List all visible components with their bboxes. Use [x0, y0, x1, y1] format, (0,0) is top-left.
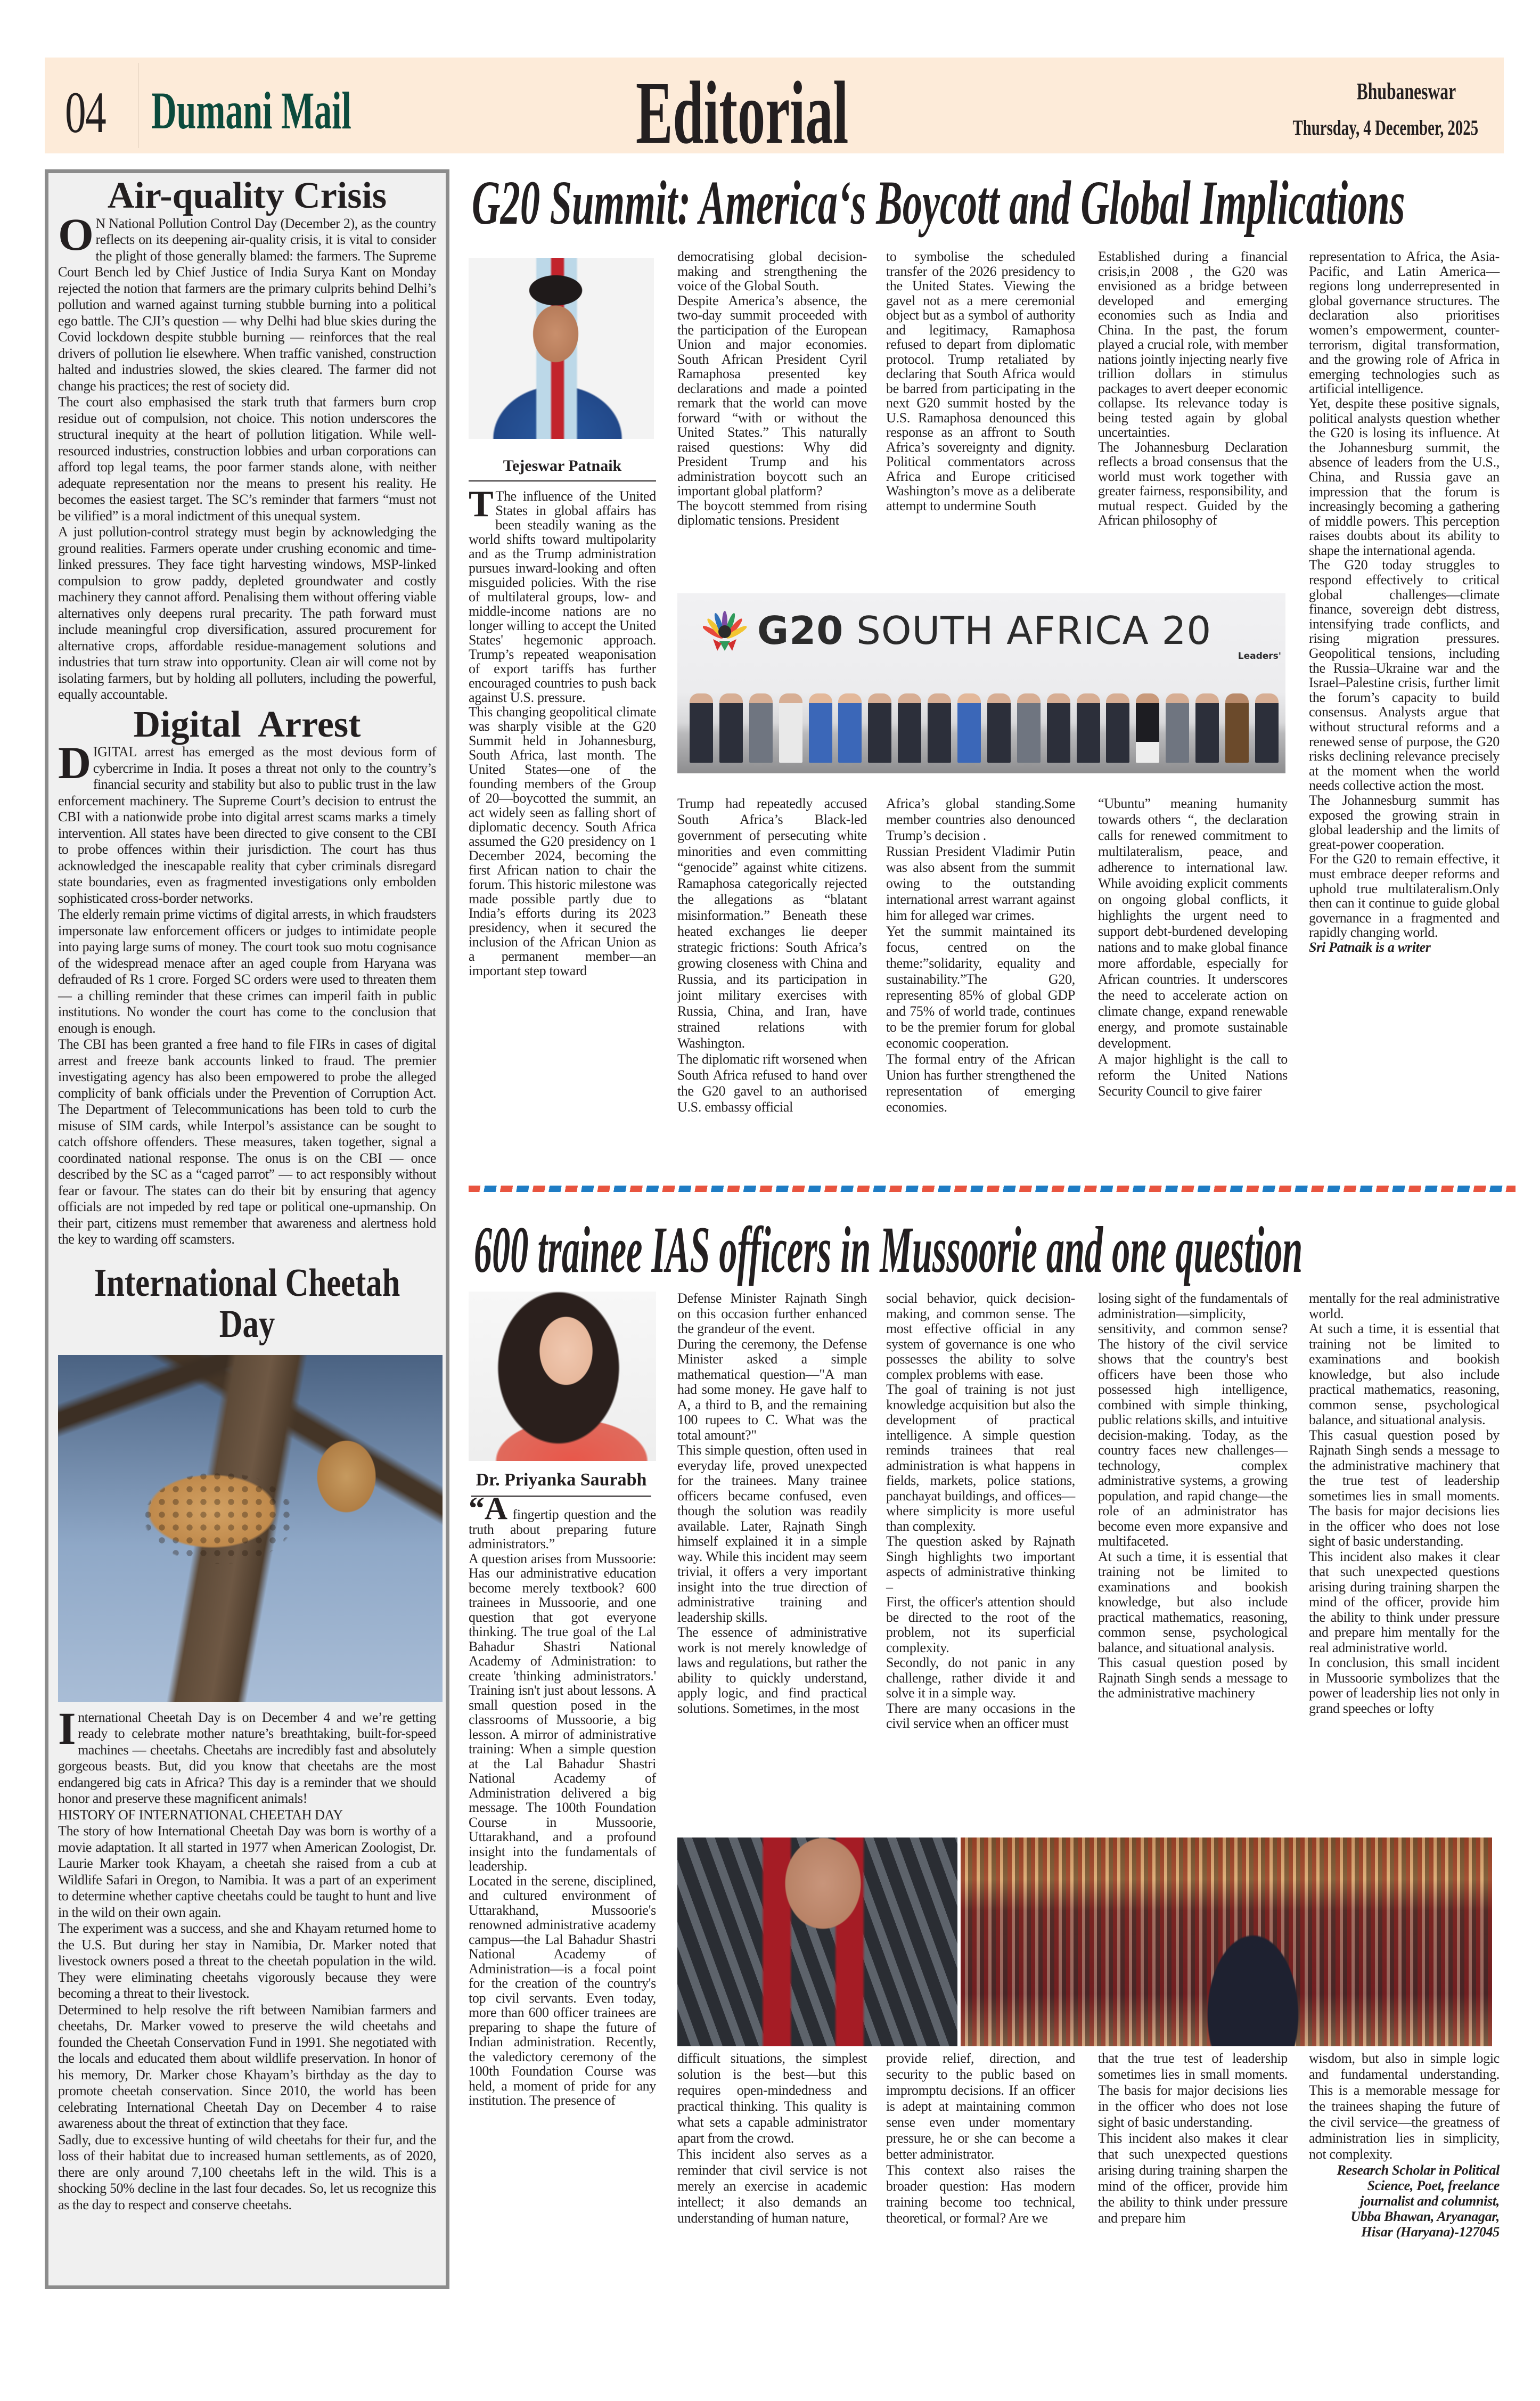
dropcap: I — [58, 1702, 76, 1754]
ias-column-3-continued: provide relief, direction, and security to the public based on impromptu decisions. If an officer is adept at maintaining common sense even under momentary pressure, he or she can become a better administrator. This context also raises the broader question: Has modern training become too technical, theoretical, or formal? Are we — [886, 2051, 1075, 2226]
dropcap: T — [469, 484, 494, 525]
auditorium-photo — [961, 1838, 1492, 2046]
quote-dropcap: “A — [469, 1491, 507, 1526]
author-signature: Sri Patnaik is a writer — [1309, 939, 1431, 955]
section-title: Editorial — [636, 63, 849, 162]
author-bio-signature: Research Scholar in Political Science, Poet, freelance journalist and columnist, Ubba Bhawan, Aryanagar, Hisar (Haryana)-127045 — [1337, 2162, 1500, 2240]
leader-figure — [1195, 693, 1219, 763]
leader-figure — [690, 693, 713, 763]
air-quality-editorial — [48, 173, 446, 703]
leader-figure — [987, 693, 1011, 763]
leader-figure — [1017, 693, 1041, 763]
dropcap: D — [58, 737, 91, 788]
leader-figure — [1047, 693, 1070, 763]
editorial-body: International Cheetah Day is on December 4 and we’re getting ready to celebrate mother nature’s breathtaking, built-for-speed machines — cheetahs. Cheetahs are incredibly fast and absolutely gorgeous beasts. But, did you know that cheetahs are the most endangered big cats in Africa? This day is a reminder that we should honor and preserve these magnificent animals! HISTORY OF INTERNATIONAL CHEETAH DAY The story of how International Cheetah Day was born is worthy of a movie adaptation. It all started in 1977 when American Zoologist, Dr. Laurie Marker took Khayam, a cheetah she raised from a cub at Wildlife Safari in Oregon, to Namibia. It was a part of an experiment to determine whether captive cheetahs could be taught to hunt and live in the wild on their own again. The experiment was a success, and she and Khayam returned home to the U.S. But during her stay in Namibia, Dr. Marker noted that livestock owners posed a threat to the cheetah population in the wild. They were eliminating cheetahs vigorously because they were becoming a threat to their livestock. Determined to help resolve the rift between Namibian farmers and cheetahs, Dr. Marker vowed to preserve the wild cheetahs and founded the Cheetah Conservation Fund in 1991. She negotiated with the locals and educated them about wildlife preservation. In honor of his memory, Dr. Marker chose Khayam’s birthday as the day to promote cheetah conservation. Since 2010, the world has been celebrating International Cheetah Day on December 4 to raise awareness about the threat of extinction that they face. Sadly, due to excessive hunting of wild cheetahs for their fur, and the loss of their habitat due to increased human settlements, as of 2020, there are only around 7,100 cheetahs left in the wild. This is a shocking 50% decline in the last four decades. So, let us recognize this as the day to respect and conserve cheetahs. — [58, 1702, 436, 2212]
leader-figure — [928, 693, 951, 763]
g20-column-1: T The influence of the United States in global affairs has been steadily waning as the world shifts toward multipolarity and as the Trump administration pursues inward-looking and often misguided policies. With the rise of multilateral groups, low- and middle-income nations are no longer willing to accept the United States' hegemonic approach. Trump’s repeated weaponisation of export tariffs has further encouraged countries to push back against U.S. pressure. This changing geopolitical climate was sharply visible at the G20 Summit held in Johannesburg, South Africa, last month. The United States—one of the founding members of the Group of 20—boycotted the summit, an act widely seen as falling short of diplomatic decency. South Africa assumed the G20 presidency on 1 December 2024, becoming the first African nation to chair the forum. This historic milestone was made possible partly due to India’s efforts during its 2023 presidency, when it secured the inclusion of the African Union as a permanent member—an important step toward — [469, 484, 656, 978]
editorial-body: DIGITAL arrest has emerged as the most devious form of cybercrime in India. It poses a threat not only to the country’s financial security and stability but also to public trust in the law enforcement machinery. The Supreme Court’s decision to entrust the CBI with a nationwide probe into digital arrest scams marks a timely intervention. All states have been directed to give consent to the CBI to probe offences within their jurisdiction. The court has thus acknowledged the inescapable reality that cyber criminals disregard state boundaries, even as fragmented investigations only embolden sophisticated cross-border networks. The elderly remain prime victims of digital arrests, in which fraudsters impersonate law enforcement officers or judges to intimidate people into paying large sums of money. The court took suo motu cognisance of the widespread menace after an aged couple from Haryana was defrauded of Rs 1 crore. Forged SC orders were used to threaten them — a chilling reminder that these crimes can imperil faith in public institutions. No wonder the court has come to the conclusion that enough is enough. The CBI has been granted a free hand to file FIRs in cases of digital arrest and freeze bank accounts linked to fraud. The premier investigating agency has also been empowered to probe the alleged complicity of bank officials under the Prevention of Corruption Act. The Department of Telecommunications has been told to curb the misuse of SIM cards, while Interpol’s assistance can be sought to catch offshore offenders. These measures, taken together, signal a coordinated national response. The onus is on the CBI — once described by the SC as a “caged parrot” — to act responsibly without fear or favour. The states can do their bit by ensuring that agency officials are not impeded by red tape or political one-upmanship. On their part, citizens must remember that awareness and alertness hold the key to warding off scamsters. — [58, 737, 436, 1247]
leader-figure — [1255, 693, 1279, 763]
digital-arrest-editorial — [48, 705, 446, 1248]
g20-summit-photo — [677, 593, 1285, 773]
leader-figure — [868, 693, 891, 763]
ias-column-4: losing sight of the fundamentals of administration—simplicity, sensitivity, and common sense? The history of the civil service shows that the country's best officers have been those who possessed high intelligence, combined with simple thinking, public relations skills, and intuitive decision-making. Today, as the country faces new challenges—technology, complex administrative systems, a growing population, and rapid change—the role of an administrator has become even more expansive and multifaceted. At such a time, it is essential that training not be limited to examinations and bookish knowledge, but also include practical mathematics, reasoning, common sense, psychological balance, and situational analysis. This casual question posed by Rajnath Singh sends a message to the administrative machinery — [1098, 1291, 1288, 1701]
leader-figure — [779, 693, 802, 763]
g20-headline: G20 Summit: America‘s Boycott and Global Implications — [472, 168, 1405, 238]
author-name: Tejeswar Patnaik — [469, 457, 656, 481]
page-number: 04 — [65, 80, 106, 145]
leader-figure — [838, 693, 862, 763]
edition-city: Bhubaneswar — [1356, 78, 1456, 104]
g20-column-2-continued: Trump had repeatedly accused South Africa’s Black-led government of persecuting white minorities and even committing “genocide” against white citizens. Ramaphosa categorically rejected the allegations as “blatant misinformation.” Beneath these heated exchanges lie deeper strategic frictions: South Africa’s growing closeness with China and Russia, and its participation in joint military exercises with Russia, China, and Iran, have strained relations with Washington. The diplomatic rift worsened when South Africa refused to hand over the G20 gavel to an authorised U.S. embassy official — [677, 796, 867, 1115]
g20-column-3: to symbolise the scheduled transfer of the 2026 presidency to the United States. Viewing the gavel not as a mere ceremonial object but as a symbol of authority and legitimacy, Ramaphosa refused to depart from diplomatic protocol. Trump retaliated by declaring that South Africa would be barred from participating in the next G20 summit hosted by the U.S. Ramaphosa denounced this response as an affront to South Africa’s sovereignty and dignity. Political commentators across Africa and Europe criticised Washington’s move as a deliberate attempt to undermine South — [886, 249, 1075, 513]
ias-column-4-continued: that the true test of leadership sometimes lies in small moments. The basis for major decisions lies in the officer who does not lose sight of basic understanding. This incident also makes it clear that such unexpected questions arising during training sharpen the mind of the officer, provide him the ability to think under pressure and prepare him — [1098, 2051, 1288, 2226]
g20-column-4-continued: “Ubuntu” meaning humanity towards others “, the declaration calls for renewed commitment to multilateralism, peace, and adherence to international law. While avoiding explicit comments on ongoing global conflicts, it highlights the urgent need to support debt-burdened developing nations and to make global finance more affordable, especially for African countries. It underscores the need to accelerate action on climate change, expand renewable energy, and promote sustainable development. A major highlight is the call to reform the United Nations Security Council to give fairer — [1098, 796, 1288, 1099]
editorial-title: Digital Arrest — [133, 704, 361, 745]
g20-column-5: representation to Africa, the Asia-Pacific, and Latin America—regions long underrepresented in global governance structures. The declaration also prioritises women’s empowerment, counter-terrorism, digital transformation, and the growing role of Africa in emerging technologies such as artificial intelligence. Yet, despite these positive signals, political analysts question whether the G20 is losing its influence. At the Johannesburg summit, the absence of leaders from the U.S., China, and Russia gave an impression that the forum is increasingly becoming a gathering of middle powers. This perception raises doubts about its ability to shape the international agenda. The G20 today struggles to respond effectively to critical global challenges—climate finance, sovereign debt distress, intensifying trade conflicts, and rising migration pressures. Geopolitical tensions, including the Russia–Ukraine war and the Israel–Palestine crisis, further limit the forum’s capacity to build consensus. Analysts argue that without structural reforms and a renewed sense of purpose, the G20 risks declining relevance precisely at the moment when the world needs collective action the most. The Johannesburg summit has exposed the growing strain in global leadership and the limits of great-power cooperation. For the G20 to remain effective, it must embrace deeper reforms and uphold true multilateralism.Only then can it continue to guide global governance in a fragmented and rapidly changing world. Sri Patnaik is a writer — [1309, 249, 1500, 955]
cheetah-day-editorial — [48, 1263, 446, 2214]
leader-figure — [1225, 693, 1249, 763]
g20-banner-text: G20 SOUTH AFRICA 20 — [757, 608, 1212, 653]
editorial-body: O N National Pollution Control Day (December 2), as the country reflects on its deepening air-quality crisis, it is vital to consider the plight of those generally blamed: the farmers. The Supreme Court Bench led by Chief Justice of India Surya Kant on Monday rejected the notion that farmers are the primary culprits behind Delhi’s pollution and warned against turning stubble burning into a political ego battle. The CJI’s question — why Delhi had blue skies during the Covid lockdown despite stubble burning — reinforces that the real drivers of pollution lie elsewhere. When traffic vanished, construction halted and industries slowed, the skies cleared. The farmer did not change his practices; the rest of society did. The court also emphasised the stark truth that farmers burn crop residue out of compulsion, not choice. This notion underscores the structural inequity at the heart of pollution litigation. While well-resourced industries, construction lobbies and urban corporations can afford top legal teams, the poor farmer stands alone, with neither adequate representation nor the means to present his reality. He becomes the easiest target. The SC’s reminder that farmers “must not be vilified” is a moral indictment of this unequal system. A just pollution-control strategy must begin by acknowledging the ground realities. Farmers operate under crushing economic and time-linked pressures. They face tight harvesting windows, MSP-linked compulsion to grow paddy, depleted groundwater and costly machinery they cannot afford. Penalising them without offering viable alternatives only deepens rural precarity. The path forward must include meaningful crop diversification, assured procurement for alternative crops, affordable residue-management solutions and industries that turn straw into opportunity. Clean air will come not by isolating farmers, but by holding all polluters, including the powerful, equally accountable. — [58, 208, 436, 702]
leader-figure — [749, 693, 773, 763]
ias-column-3: social behavior, quick decision-making, and common sense. The most effective official in any system of governance is one who possesses the ability to solve complex problems with ease. The goal of training is not just knowledge acquisition but also the development of practical intelligence. A simple question reminds trainees that real administration is what happens in fields, markets, police stations, panchayat buildings, and offices—where simplicity is more useful than complexity. The question asked by Rajnath Singh highlights two important aspects of administrative thinking – First, the officer's attention should be directed to the root of the problem, not its superficial complexity. Secondly, do not panic in any challenge, rather divide it and solve it in a simple way. There are many occasions in the civil service when an officer must — [886, 1291, 1075, 1731]
author-name: Dr. Priyanka Saurabh — [471, 1470, 651, 1497]
leader-figure — [1166, 693, 1189, 763]
subheading: HISTORY OF INTERNATIONAL CHEETAH DAY — [58, 1807, 343, 1823]
editorial-title: International Cheetah Day — [94, 1261, 400, 1346]
g20-column-3-continued: Africa’s global standing.Some member countries also denounced Trump’s decision . Russian President Vladimir Putin was also absent from the summit owing to the outstanding international arrest warrant against him for alleged war crimes. Yet the summit maintained its focus, centred on the theme:”solidarity, equality and sustainability.”The G20, representing 85% of global GDP and 75% of world trade, continues to be the premier forum for global economic cooperation. The formal entry of the African Union has further strengthened the representation of emerging economies. — [886, 796, 1075, 1115]
leader-figure — [1077, 693, 1100, 763]
author-photo-priyanka — [469, 1292, 656, 1461]
g20-banner-subtext: Leaders' — [1238, 651, 1281, 662]
ias-column-2: Defense Minister Rajnath Singh on this occasion further enhanced the grandeur of the event. During the ceremony, the Defense Minister asked a simple mathematical question—"A man had some money. He gave half to A, a third to B, and the remaining 100 rupees to C. What was the total amount?" This simple question, often used in everyday life, proved unexpected for the trainees. Many trainee officers became confused, even though the solution was readily available. Later, Rajnath Singh himself explained it in a simple way. While this incident may seem trivial, it offers a very important insight into the true direction of administrative training and leadership skills. The essence of administrative work is not merely knowledge of laws and regulations, but rather the ability to quickly understand, apply logic, and find practical solutions. Sometimes, in the most — [677, 1291, 867, 1716]
cheetah-photo — [58, 1355, 443, 1702]
leader-figure — [898, 693, 921, 763]
ias-headline: 600 trainee IAS officers in Mussoorie and one question — [474, 1213, 1303, 1286]
leader-figure — [1136, 693, 1159, 763]
editorial-title: Air-quality Crisis — [107, 175, 387, 216]
ias-column-2-continued: difficult situations, the simplest solution is the best—but this requires open-mindedness and practical thinking. This quality is what sets a capable administrator apart from the crowd. This incident also serves as a reminder that civil service is not merely an exercise in academic intellect; it also demands an understanding of human nature, — [677, 2051, 867, 2226]
masthead — [45, 58, 1504, 162]
leaders-group — [688, 689, 1280, 763]
leader-figure — [809, 693, 832, 763]
leader-figure — [957, 693, 981, 763]
leader-figure — [719, 693, 743, 763]
g20-column-2: democratising global decision-making and strengthening the voice of the Global South. Despite America’s absence, the two-day summit proceeded with the participation of the European Union and major economies. South African President Cyril Ramaphosa presented key declarations and made a pointed remark that the world can move forward “with or without the United States.” This naturally raised questions: Why did President Trump and his administration boycott such an important global platform? The boycott stemmed from rising diplomatic tensions. President — [677, 249, 867, 528]
dropcap: O — [58, 208, 94, 260]
cheetah-spots-texture — [58, 1355, 443, 1702]
g20-protea-logo-icon — [703, 607, 747, 656]
leader-figure — [1106, 693, 1129, 763]
speaker-photo — [677, 1838, 957, 2046]
paper-name: Dumani Mail — [151, 81, 351, 140]
author-photo-tejeswar — [469, 258, 654, 439]
airmail-stripe-divider — [469, 1186, 1516, 1192]
g20-column-4: Established during a financial crisis,in 2008 , the G20 was envisioned as a bridge between developed and emerging economies such as India and China. In the past, the forum played a crucial role, with member nations jointly injecting nearly five trillion dollars in stimulus packages to avert deeper economic collapse. Its relevance today is being tested again by global uncertainties. The Johannesburg Declaration reflects a broad consensus that the world must work together with greater fairness, responsibility, and mutual respect. Guided by the African philosophy of — [1098, 249, 1288, 528]
edition-date: Thursday, 4 December, 2025 — [1292, 116, 1478, 140]
ias-column-5: mentally for the real administrative world. At such a time, it is essential that training not be limited to examinations and bookish knowledge, but also include practical mathematics, reasoning, common sense, psychological balance, and situational analysis. This casual question posed by Rajnath Singh sends a message to the administrative machinery that the true test of leadership sometimes lies in small moments. The basis for major decisions lies in the officer who does not lose sight of basic understanding. This incident also makes it clear that such unexpected questions arising during training sharpen the mind of the officer, provide him the ability to think under pressure and prepare him mentally for the real administrative world. In conclusion, this small incident in Mussoorie symbolizes that the power of leadership lies not only in grand speeches or lofty — [1309, 1291, 1500, 1716]
ias-column-5-continued: wisdom, but also in simple logic and fundamental understanding. This is a memorable message for the trainees shaping the future of the civil service—the greatness of administration lies in simplicity, not complexity. Research Scholar in Political Science, Poet, freelance journalist and columnist, Ubba Bhawan, Aryanagar, Hisar (Haryana)-127045 — [1309, 2051, 1500, 2240]
editorial-sidebar — [45, 169, 449, 2289]
ias-column-1: “A fingertip question and the truth about preparing future administrators.” A question arises from Mussoorie: Has our administrative education become merely textbook? 600 trainees in Mussoorie, and one question that got everyone thinking. The true goal of the Lal Bahadur Shastri National Academy of Administration: to create 'thinking administrators.' Training isn't just about lessons. A small question posed in the classrooms of Mussoorie, a big lesson. A mirror of administrative training: When a simple question at the Lal Bahadur Shastri National Academy of Administration delivered a big message. The 100th Foundation Course in Mussoorie, Uttarakhand, and a profound insight into the fundamentals of leadership. Located in the serene, disciplined, and cultured environment of Uttarakhand, Mussoorie's renowned administrative academy campus—the Lal Bahadur Shastri National Academy of Administration—is a focal point for the creation of the country's top civil servants. Even today, more than 600 officer trainees are preparing to shape the future of Indian administration. Recently, the valedictory ceremony of the 100th Foundation Course was held, a moment of pride for any institution. The presence of — [469, 1491, 656, 2108]
